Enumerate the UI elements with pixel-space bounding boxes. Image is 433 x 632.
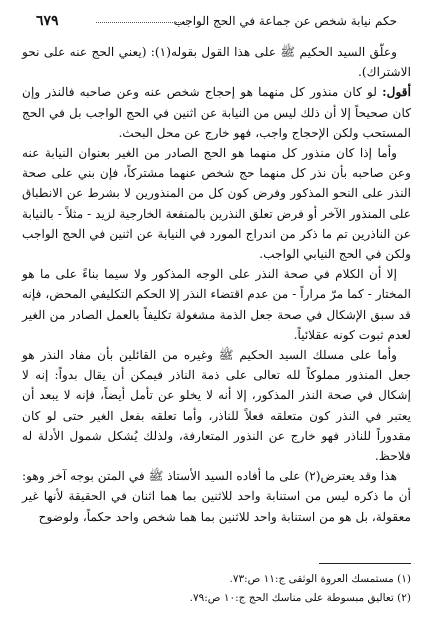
paragraph-2-text: لو كان منذور كل منهما هو إحجاج شخص عنه وعن صاحبه فالنذر وإن كان صحيحاً إلا أن ذلك ليس من النيابة عن اثنين في الحج الواجب بل في الحج المستحب ولكن الإحجاج واجب، فهو خارج عن محل البحث.	[22, 85, 411, 140]
paragraph-5: وأما على مسلك السيد الحكيم ﷺ وغيره من القائلين بأن مفاد النذر هو جعل المنذور مملوكاً لله تعالى على ذمة الناذر فيمكن أن يقال بدواً: إنه لا إشكال في صحة النذر المذكور، إلا أنه لا يخلو عن تأمل أيضاً، فإنه لا يبعد أن يعتبر في النذر كون متعلقه فعلاً للناذر، وأما تعلقه بفعل الغير حتى لو كان مقدوراً للناذر فهو خارج عن النذور المتعارفة، ولذلك يُشكل شمول الأدلة له فلاحظ.	[22, 348, 411, 464]
paragraph-3: وأما إذا كان منذور كل منهما هو الحج الصادر من الغير بعنوان النيابة عنه وعن صاحبه بأن نذر كل منهما حج شخص عنهما مشتركاً، فإن بني على صحة النذر على النحو المذكور وفرض كون كل من المنذورين لا بشرط عن الانطباق على المنذور الآخر أو فرض تعلق النذرين بالمنفعة الخارجية لزيد - مثلاً - بالنيابة عن الناذرين تم ما ذكر من اندراج المورد في النيابة عن اثنين في الحج الواجب ولكن في الحج النيابي الواجب.	[22, 146, 411, 262]
paragraph-6: هذا وقد يعترض(٢) على ما أفاده السيد الأستاذ ﷺ في المتن بوجه آخر وهو: أن ما ذكره ليس من استنابة واحد للاثنين بما هما اثنان في الحقيقة لأنها غير معقولة، بل هو من استنابة واحد للاثنين بما هما شخص واحد حكماً، ولوضوح	[22, 469, 411, 524]
footnote-2: (٢) تعاليق مبسوطة على مناسك الحج ج:١٠ ص:٧٩.	[189, 592, 411, 604]
footnotes	[22, 570, 411, 608]
footnote-1: (١) مستمسك العروة الوثقى ج:١١ ص:٧٣.	[229, 573, 411, 585]
paragraph-4: إلا أن الكلام في صحة النذر على الوجه المذكور ولا سيما بناءً على ما هو المختار - كما مرّ مراراً - من عدم اقتضاء النذر إلا الحكم التكليفي المحض، فإنه قد سبق الإشكال في صحة جعل الذمة مشغولة تكليفاً بالعمل الصادر من الغير لعدم ثبوت كونه عقلائياً.	[22, 267, 411, 342]
running-header	[36, 10, 397, 32]
paragraph-2	[22, 82, 411, 143]
main-text	[22, 42, 411, 527]
running-title: حكم نيابة شخص عن جماعة في الحج الواجب	[173, 14, 397, 28]
header-dotted-leader	[96, 22, 187, 23]
paragraph-2-label: أقول:	[382, 85, 411, 100]
page-number: ٦٧٩	[36, 13, 59, 29]
paragraph-1: وعلّق السيد الحكيم ﷺ على هذا القول بقوله(١): (يعني الحج عنه على نحو الاشتراك).	[22, 45, 411, 80]
footnote-separator	[319, 563, 411, 564]
